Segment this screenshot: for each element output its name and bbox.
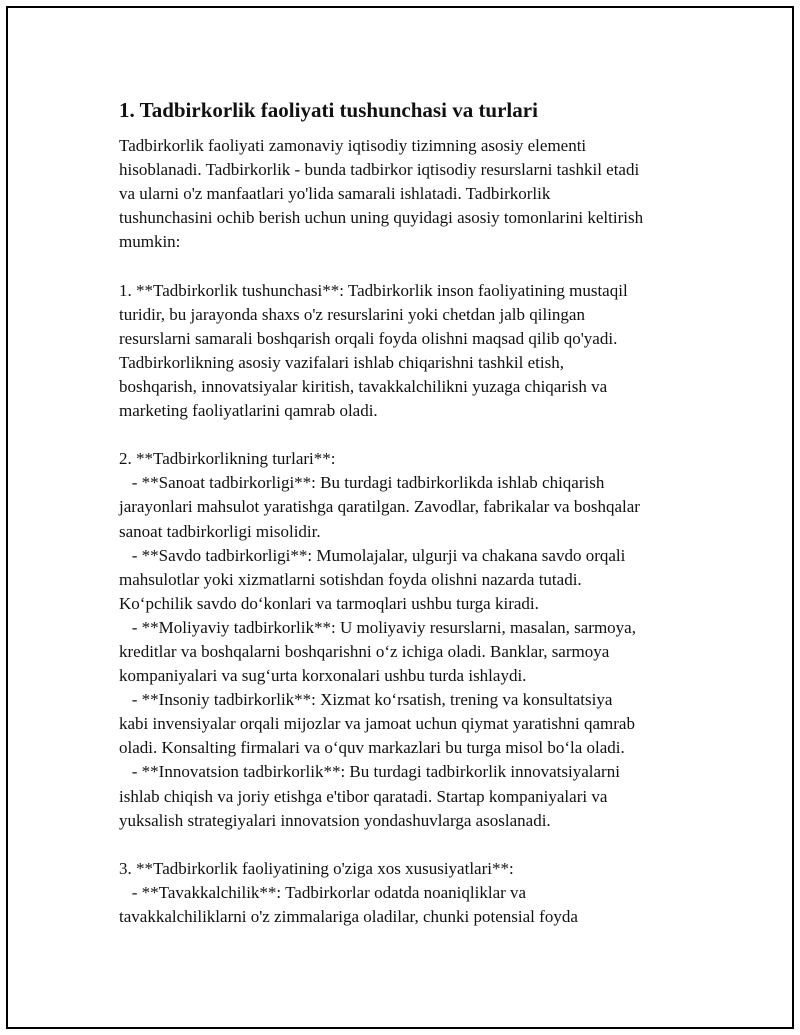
blank-line [119,833,709,857]
document-page [6,6,794,1029]
text-line: mumkin: [119,232,181,252]
blank-line [119,254,709,278]
text-line: - **Sanoat tadbirkorligi**: Bu turdagi tadbirkorlikda ishlab chiqarish [119,473,605,493]
text-line: 3. **Tadbirkorlik faoliyatining o'ziga xos xususiyatlari**: [119,858,514,878]
text-line: tavakkalchiliklarni o'z zimmalariga oladilar, chunki potensial foyda [119,907,578,926]
text-line: jarayonlari mahsulot yaratishga qaratilgan. Zavodlar, fabrikalar va boshqalar [119,497,640,517]
text-line: kompaniyalari va sugʻurta korxonalari ushbu turda ishlaydi. [119,666,527,686]
text-line: - **Savdo tadbirkorligi**: Mumolajalar, ulgurji va chakana savdo orqali [119,545,626,565]
text-line: va ularni o'z manfaatlari yo'lida samarali ishlatadi. Tadbirkorlik [119,184,551,204]
document-body [119,134,709,929]
text-line: Koʻpchilik savdo doʻkonlari va tarmoqlari ushbu turga kiradi. [119,593,539,613]
document-content [119,96,709,929]
text-line: - **Tavakkalchilik**: Tadbirkorlar odatda noaniqliklar va [119,882,527,902]
text-line: kreditlar va boshqalarni boshqarishni oʻz ichiga oladi. Banklar, sarmoya [119,641,610,661]
text-line: - **Innovatsion tadbirkorlik**: Bu turdagi tadbirkorlik innovatsiyalarni [119,762,620,782]
text-line: 2. **Tadbirkorlikning turlari**: [119,449,336,469]
text-line: resurslarni samarali boshqarish orqali foyda olishni maqsad qilib qo'yadi. [119,328,618,348]
blank-line [119,423,709,447]
text-line: - **Insoniy tadbirkorlik**: Xizmat koʻrsatish, trening va konsultatsiya [119,690,613,710]
text-line: oladi. Konsalting firmalari va oʻquv markazlari bu turga misol boʻla oladi. [119,738,625,758]
document-title: 1. Tadbirkorlik faoliyati tushunchasi va turlari [119,98,538,122]
text-line: turidir, bu jarayonda shaxs o'z resurslarini yoki chetdan jalb qilingan [119,304,585,324]
text-line: - **Moliyaviy tadbirkorlik**: U moliyaviy resurslarni, masalan, sarmoya, [119,617,636,637]
text-line: 1. **Tadbirkorlik tushunchasi**: Tadbirkorlik inson faoliyatining mustaqil [119,280,628,300]
text-line: Tadbirkorlikning asosiy vazifalari ishlab chiqarishni tashkil etish, [119,352,564,372]
text-line: yuksalish strategiyalari innovatsion yondashuvlarga asoslanadi. [119,810,551,830]
text-line: ishlab chiqish va joriy etishga e'tibor qaratadi. Startap kompaniyalari va [119,786,608,806]
text-line: marketing faoliyatlarini qamrab oladi. [119,401,378,421]
text-line: mahsulotlar yoki xizmatlarni sotishdan foyda olishni nazarda tutadi. [119,569,582,589]
text-line: Tadbirkorlik faoliyati zamonaviy iqtisodiy tizimning asosiy elementi [119,136,587,155]
text-line: sanoat tadbirkorligi misolidir. [119,521,321,541]
text-line: tushunchasini ochib berish uchun uning quyidagi asosiy tomonlarini keltirish [119,208,644,228]
text-line: hisoblanadi. Tadbirkorlik - bunda tadbirkor iqtisodiy resurslarni tashkil etadi [119,160,640,180]
text-line: boshqarish, innovatsiyalar kiritish, tavakkalchilikni yuzaga chiqarish va [119,376,608,396]
text-line: kabi invensiyalar orqali mijozlar va jamoat uchun qiymat yaratishni qamrab [119,714,635,734]
